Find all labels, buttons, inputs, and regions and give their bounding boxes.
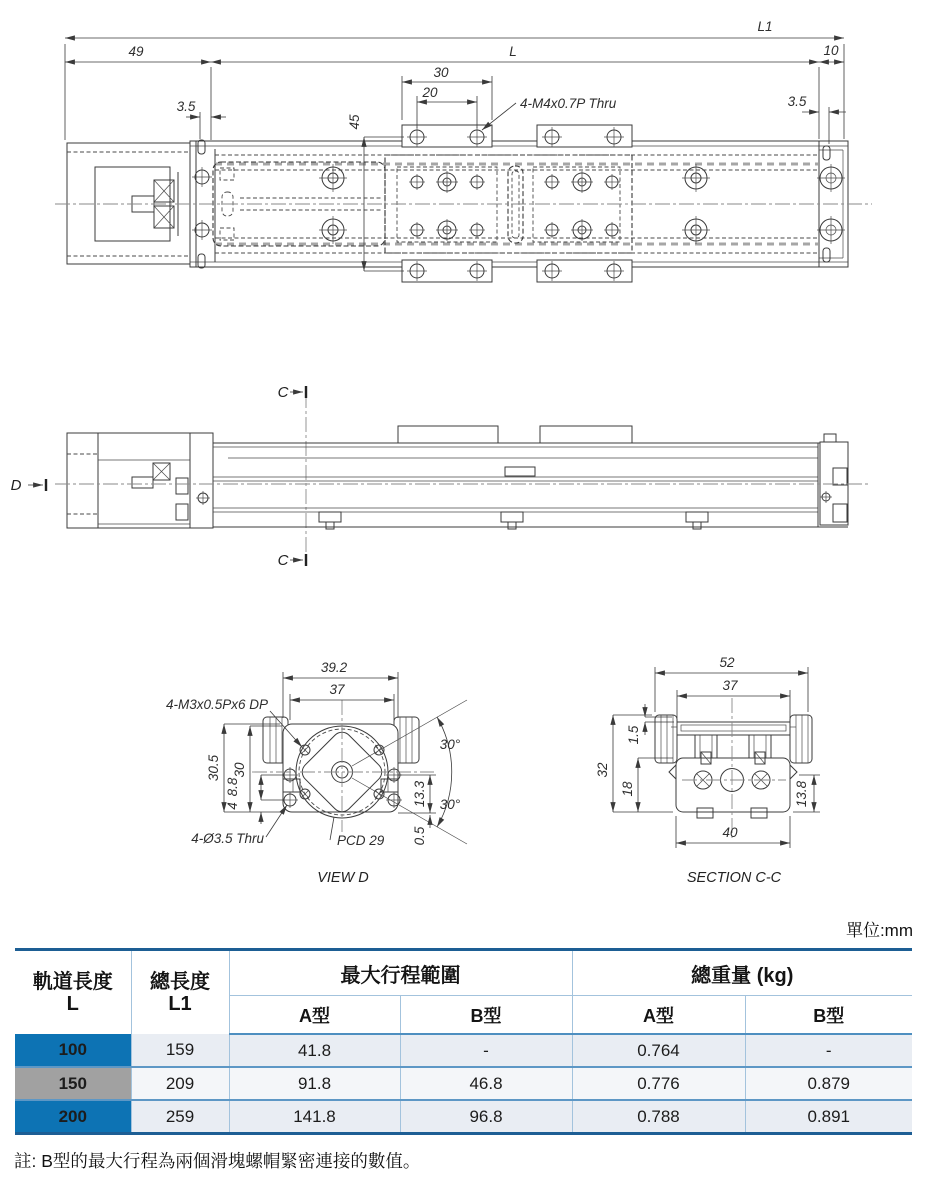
table-row — [15, 1067, 912, 1100]
dim-10: 10 — [823, 43, 839, 58]
dim-32: 32 — [595, 762, 610, 778]
header-stroke-group: 最大行程範圍 — [229, 950, 572, 996]
cell-weight-b: 0.879 — [745, 1067, 912, 1100]
dim-13-8: 13.8 — [794, 780, 809, 808]
cell-stroke-b: 46.8 — [400, 1067, 572, 1100]
cell-stroke-b: - — [400, 1034, 572, 1067]
view-d-title: VIEW D — [317, 870, 369, 886]
cell-stroke-b: 96.8 — [400, 1100, 572, 1134]
top-view-drawing — [55, 19, 872, 282]
dim-1-5: 1.5 — [626, 725, 641, 745]
cell-total-length: 159 — [131, 1034, 229, 1067]
cell-total-length: 209 — [131, 1067, 229, 1100]
dim-3-5-right: 3.5 — [787, 94, 807, 109]
section-cc-drawing — [595, 655, 820, 886]
cell-weight-b: 0.891 — [745, 1100, 912, 1134]
cell-weight-a: 0.788 — [572, 1100, 745, 1134]
header-stroke-type-b: B型 — [400, 996, 572, 1035]
dim-30-5: 30.5 — [206, 754, 221, 782]
section-label-c-bottom: C — [277, 552, 289, 569]
dim-0-5: 0.5 — [412, 826, 427, 846]
dim-20: 20 — [422, 85, 438, 100]
header-weight-group: 總重量 (kg) — [572, 950, 912, 996]
cell-rail-length: 200 — [15, 1100, 131, 1134]
spec-table — [15, 948, 912, 1135]
dim-52: 52 — [719, 655, 735, 670]
header-total-length-title: 總長度 — [150, 970, 210, 993]
header-total-length — [131, 950, 229, 1035]
header-rail-length-title: 軌道長度 — [32, 970, 113, 993]
dim-45: 45 — [347, 114, 362, 130]
cell-weight-b: - — [745, 1034, 912, 1067]
view-label-d: D — [10, 477, 22, 494]
dim-13-3: 13.3 — [412, 780, 427, 808]
header-rail-length — [15, 950, 131, 1035]
callout-m3-thread: 4-M3x0.5Px6 DP — [165, 697, 268, 712]
header-total-length-sub: L1 — [168, 992, 192, 1015]
table-row — [15, 1100, 912, 1134]
table-row — [15, 1034, 912, 1067]
dim-8-8: 8.8 — [225, 777, 240, 797]
dim-L: L — [509, 44, 517, 59]
dim-40: 40 — [722, 825, 738, 840]
dim-37-section: 37 — [722, 678, 738, 693]
dim-39-2: 39.2 — [320, 660, 348, 675]
dim-49: 49 — [128, 44, 144, 59]
dim-4: 4 — [225, 802, 240, 810]
view-d-drawing — [166, 660, 467, 886]
header-stroke-type-a: A型 — [229, 996, 400, 1035]
cell-rail-length: 150 — [15, 1067, 131, 1100]
section-label-c-top: C — [277, 384, 289, 401]
unit-label: 單位:mm — [845, 921, 913, 940]
cell-total-length: 259 — [131, 1100, 229, 1134]
dim-37-viewd: 37 — [329, 682, 345, 697]
footnote: 註: B型的最大行程為兩個滑塊螺帽緊密連接的數值。 — [14, 1151, 421, 1171]
dim-30: 30 — [433, 65, 449, 80]
header-weight-type-b: B型 — [745, 996, 912, 1035]
dim-L1: L1 — [757, 19, 773, 34]
header-weight-type-a: A型 — [572, 996, 745, 1035]
side-view-drawing — [11, 384, 870, 569]
cell-stroke-a: 141.8 — [229, 1100, 400, 1134]
cell-rail-length: 100 — [15, 1034, 131, 1067]
callout-m4-thread: 4-M4x0.7P Thru — [520, 96, 617, 111]
section-cc-title: SECTION C-C — [686, 870, 782, 886]
dim-18: 18 — [620, 781, 635, 797]
cell-weight-a: 0.764 — [572, 1034, 745, 1067]
dim-angle-30-top: 30° — [439, 737, 461, 752]
callout-holes-3-5: 4-Ø3.5 Thru — [191, 831, 264, 846]
cell-stroke-a: 41.8 — [229, 1034, 400, 1067]
cell-weight-a: 0.776 — [572, 1067, 745, 1100]
header-rail-length-sub: L — [66, 992, 79, 1015]
dim-30-viewd: 30 — [232, 762, 247, 778]
cell-stroke-a: 91.8 — [229, 1067, 400, 1100]
dim-angle-30-bottom: 30° — [439, 797, 461, 812]
dim-3-5-left: 3.5 — [176, 99, 196, 114]
callout-pcd-29: PCD 29 — [337, 833, 385, 848]
